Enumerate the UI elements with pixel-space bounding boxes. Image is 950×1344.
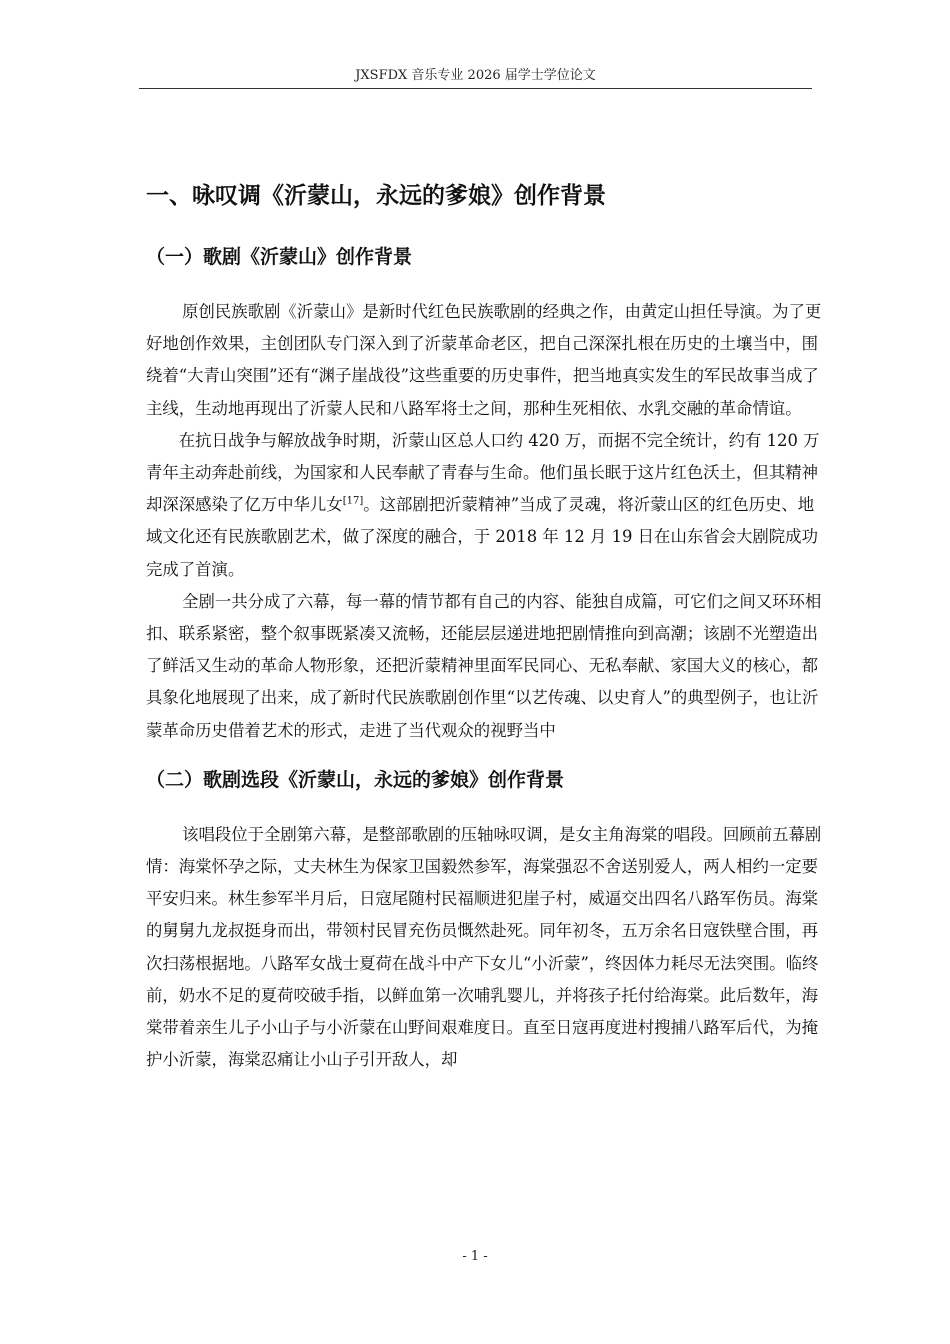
paragraph-2 [146,425,824,586]
subsection-heading-2: （二）歌剧选段《沂蒙山，永远的爹娘》创作背景 [146,768,565,791]
paragraph-3: 全剧一共分成了六幕，每一幕的情节都有自己的内容、能独自成篇，可它们之间又环环相扣、联系紧密，整个叙事既紧凑又流畅，还能层层递进地把剧情推向到高潮；该剧不光塑造出了鲜活又生动的革命人物形象，还把沂蒙精神里面军民同心、无私奉献、家国大义的核心，都具象化地展现了出来，成了新时代民族歌剧创作里“以艺传魂、以史育人”的典型例子，也让沂蒙革命历史借着艺术的形式，走进了当代观众的视野当中 [146,591,822,740]
paragraph-2-text-b: 。这部剧把沂蒙精神”当成了灵魂，将沂蒙山区的红色历史、地域文化还有民族歌剧艺术，做了深度的融合，于 2018 年 12 月 19 日在山东省会大剧院成功完成了首演。 [146,495,818,579]
page-content [146,170,824,1076]
header-rule [139,88,812,89]
subsection-heading-1: （一）歌剧《沂蒙山》创作背景 [146,246,413,268]
running-header: JXSFDX 音乐专业 2026 届学士学位论文 [355,68,596,83]
page-number: - 1 - [462,1249,488,1264]
paragraph-4: 该唱段位于全剧第六幕，是整部歌剧的压轴咏叹调，是女主角海棠的唱段。回顾前五幕剧情：海棠怀孕之际，丈夫林生为保家卫国毅然参军，海棠强忍不舍送别爱人，两人相约一定要平安归来。林生参军半月后，日寇尾随村民福顺进犯崖子村，威逼交出四名八路军伤员。海棠的舅舅九龙叔挺身而出，带领村民冒充伤员慨然赴死。同年初冬，五万余名日寇铁壁合围，再次扫荡根据地。八路军女战士夏荷在战斗中产下女儿“小沂蒙”，终因体力耗尽无法突围。临终前，奶水不足的夏荷咬破手指，以鲜血第一次哺乳婴儿，并将孩子托付给海棠。此后数年，海棠带着亲生儿子小山子与小沂蒙在山野间艰难度日。直至日寇再度进村搜捕八路军后代，为掩护小沂蒙，海棠忍痛让小山子引开敌人，却 [146,824,822,1070]
section-heading: 一、咏叹调《沂蒙山，永远的爹娘》创作背景 [146,183,606,209]
citation-marker: [17] [342,495,364,507]
paragraph-2-text-a: 在抗日战争与解放战争时期，沂蒙山区总人口约 420 万，而据不完全统计，约有 120 万青年主动奔赴前线，为国家和人民奉献了青春与生命。他们虽长眠于这片红色沃土，但其精神却深深感染了亿万中华儿女 [146,430,820,515]
paragraph-1: 原创民族歌剧《沂蒙山》是新时代红色民族歌剧的经典之作，由黄定山担任导演。为了更好地创作效果，主创团队专门深入到了沂蒙革命老区，把自己深深扎根在历史的土壤当中，围绕着“大青山突围”还有“渊子崖战役”这些重要的历史事件，把当地真实发生的军民故事当成了主线，生动地再现出了沂蒙人民和八路军将士之间，那种生死相依、水乳交融的革命情谊。 [146,302,822,418]
